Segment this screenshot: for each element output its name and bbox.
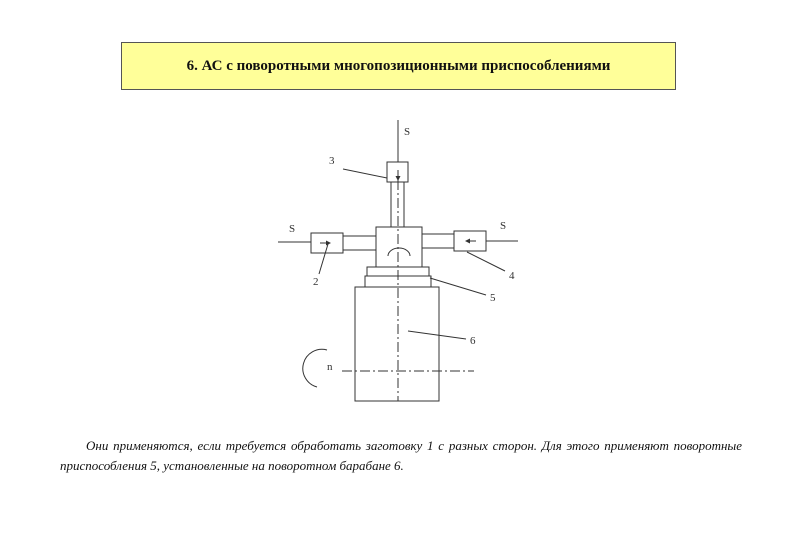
label-s-left: S — [289, 223, 296, 235]
label-pos5: 5 — [490, 292, 496, 304]
workpiece — [376, 227, 422, 267]
label-pos2: 2 — [313, 276, 319, 288]
rotary-drum — [355, 287, 439, 401]
label-pos3: 3 — [329, 155, 335, 167]
label-s-top: S — [404, 126, 411, 138]
label-pos4: 4 — [509, 270, 515, 282]
label-n: n — [327, 361, 333, 373]
rotation-arrow — [303, 349, 327, 387]
label-pos6: 6 — [470, 335, 476, 347]
slide-title: 6. АС с поворотными многопозиционными приспособлениями — [186, 57, 611, 74]
label-s-right: S — [500, 220, 507, 232]
caption-text: Они применяются, если требуется обработать заготовку 1 с разных сторон. Для этого применяют поворотные приспособления 5, установленные на поворотном барабане 6. — [60, 438, 742, 473]
workpiece-arc — [388, 248, 410, 256]
